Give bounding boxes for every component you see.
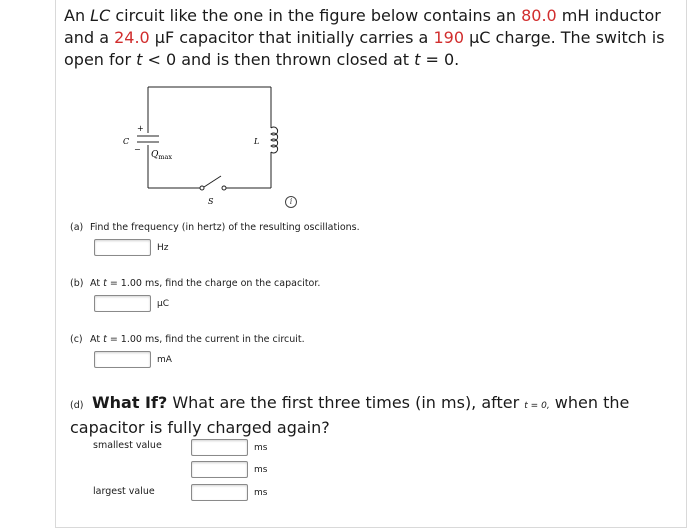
switch-blade: [204, 176, 221, 187]
lc-circuit-figure: [110, 78, 280, 208]
largest-value-label: largest value: [93, 486, 155, 497]
s-label: S: [208, 197, 214, 206]
c-label: C: [123, 137, 130, 146]
part-c-answer-input[interactable]: [94, 351, 151, 368]
plus-sign: +: [137, 124, 144, 133]
part-a-question: (a) Find the frequency (in hertz) of the resulting oscillations.: [70, 222, 360, 233]
smallest-value-label: smallest value: [93, 440, 162, 451]
part-b-unit: μC: [157, 298, 170, 309]
part-d-answer-row-1: [191, 439, 267, 456]
charge-value: 190: [433, 28, 464, 47]
part-d-unit-2: ms: [254, 464, 268, 475]
qmax-label: $Q_{max}$: [151, 150, 173, 161]
part-c-question: (c) At t = 1.00 ms, find the current in the circuit.: [70, 334, 305, 345]
part-d-unit-1: ms: [254, 442, 268, 453]
part-a-unit: Hz: [157, 242, 169, 253]
inductor-coil: [271, 127, 278, 153]
what-if-heading: What If?: [92, 393, 168, 412]
part-d-question: (d) What If? What are the first three times (in ms), after t = 0, when the capacitor is fully charged again?: [70, 393, 630, 437]
part-d-answer-row-2: [191, 461, 267, 478]
minus-sign: −: [134, 145, 141, 154]
part-d-unit-3: ms: [254, 487, 268, 498]
problem-statement: An LC circuit like the one in the figure below contains an 80.0 mH inductor and a 24.0 μF capacitor that initially carries a 190 μC charge. The switch is open for t < 0 and is then thrown closed at t = 0.: [64, 6, 665, 69]
part-b-answer-input[interactable]: [94, 295, 151, 312]
part-c-answer-row: [94, 351, 172, 368]
capacitance-value: 24.0: [114, 28, 150, 47]
part-c-unit: mA: [157, 354, 172, 365]
inductance-value: 80.0: [521, 6, 557, 25]
part-b-answer-row: [94, 295, 169, 312]
part-a-answer-row: [94, 239, 169, 256]
part-d-answer-row-3: [191, 484, 267, 501]
part-d-answer-input-1[interactable]: [191, 439, 248, 456]
part-d-answer-input-3[interactable]: [191, 484, 248, 501]
part-a-answer-input[interactable]: [94, 239, 151, 256]
part-d-answer-input-2[interactable]: [191, 461, 248, 478]
l-label: L: [254, 137, 260, 146]
part-b-question: (b) At t = 1.00 ms, find the charge on the capacitor.: [70, 278, 321, 289]
info-icon[interactable]: i: [285, 196, 297, 208]
